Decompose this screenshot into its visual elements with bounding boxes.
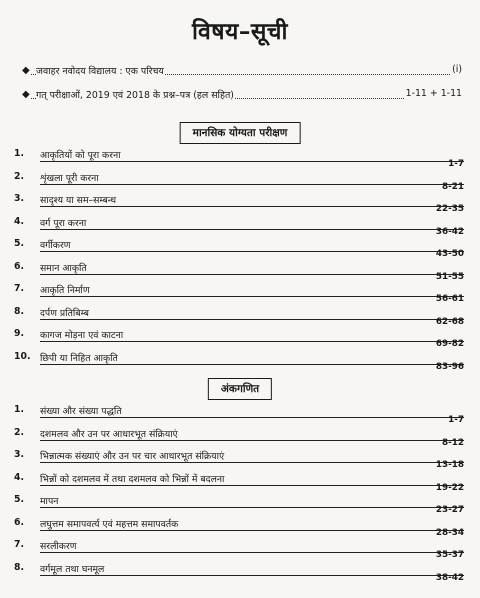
item-text: वर्गमूल तथा घनमूल [40,563,105,575]
intro-item-text: गत् परीक्षाओं, 2019 एवं 2018 के प्रश्न–पत्र (हल सहित) [36,90,234,101]
leader-line [40,507,464,508]
item-pages: 38-42 [435,572,464,583]
item-number: 4. [14,471,25,483]
item-text: दर्पण प्रतिबिम्ब [40,307,89,319]
section-list [14,148,464,373]
item-text: संख्या और संख्या पद्धति [40,406,122,417]
item-pages: 8-21 [441,181,464,192]
section-heading: मानसिक योग्यता परीक्षण [180,122,301,144]
leader-line [40,274,464,275]
page-title: विषय–सूची [192,18,288,45]
item-pages: 43-50 [435,249,464,259]
leader-line [40,251,464,252]
item-number: 1. [14,404,25,415]
leader-line [40,184,464,185]
intro-item [22,64,462,88]
item-text: वर्गीकरण [40,240,71,251]
item-pages: 13-18 [435,460,464,470]
item-text: वर्ग पूरा करना [40,217,87,229]
item-number: 2. [14,170,25,182]
item-text: छिपी या निहित आकृति [40,352,118,364]
item-number: 3. [14,449,25,460]
intro-item-pages: 1-11 + 1-11 [405,88,462,99]
item-pages: 22-35 [435,204,464,214]
item-number: 3. [14,193,25,204]
intro-item [22,88,462,112]
leader-line [40,296,464,297]
item-text: मापन [40,496,59,507]
section-heading: अंकगणित [208,378,272,400]
list-item [14,404,464,427]
item-number: 6. [14,260,25,272]
intro-list [22,64,462,112]
item-text: कागज मोड़ना एवं काटना [40,330,124,341]
item-pages: 36-42 [435,226,464,237]
leader-line [40,319,464,320]
leader-line [40,206,464,207]
item-pages: 51-55 [435,271,464,282]
item-number: 5. [14,238,25,249]
leader-line [40,575,464,576]
list-item [14,328,464,351]
list-item [14,306,464,329]
item-number: 7. [14,283,25,294]
item-pages: 8-12 [441,437,464,448]
item-number: 2. [14,426,25,438]
item-number: 8. [14,305,25,317]
item-text: सरलीकरण [40,541,77,552]
section-list [14,404,464,584]
leader-line [40,552,464,553]
item-text: सादृश्य या सम–सम्बन्ध [40,195,117,206]
list-item [14,494,464,517]
item-text: आकृतियों को पूरा करना [40,150,121,161]
item-pages: 1-7 [448,415,464,425]
item-pages: 83-96 [435,361,464,372]
list-item [14,449,464,472]
leader-line [40,161,464,162]
leader-line [40,229,464,230]
item-pages: 69-82 [435,339,464,349]
intro-item-text: जवाहर नवोदय विद्यालय : एक परिचय [36,66,164,77]
leader-line [40,530,464,531]
leader-line [40,341,464,342]
leader-line [40,462,464,463]
item-text: लघुत्तम समापवर्त्य एवं महत्तम समापवर्तक [40,518,179,530]
list-item [14,148,464,171]
list-item [14,562,464,585]
item-number: 4. [14,215,25,227]
item-text: भिन्नात्मक संख्याएं और उन पर चार आधारभूत संक्रियाएं [40,451,225,462]
item-pages: 23-27 [435,505,464,515]
item-pages: 62-68 [435,316,464,327]
list-item [14,517,464,540]
list-item [14,283,464,306]
item-pages: 1-7 [448,159,464,169]
item-text: समान आकृति [40,262,87,274]
list-item [14,171,464,194]
item-pages: 35-37 [435,550,464,560]
list-item [14,261,464,284]
item-number: 7. [14,539,25,550]
item-text: दशमलव और उन पर आधारभूत संक्रियाएं [40,428,178,440]
item-text: शृंखला पूरी करना [40,172,99,184]
item-number: 1. [14,148,25,159]
leader-line [40,417,464,418]
item-number: 9. [14,328,25,339]
item-text: आकृति निर्माण [40,285,90,296]
item-pages: 28-34 [435,527,464,538]
item-pages: 19-22 [435,482,464,493]
item-number: 5. [14,494,25,505]
list-item [14,427,464,450]
item-pages: 56-61 [435,294,464,304]
item-number: 8. [14,561,25,573]
list-item [14,472,464,495]
leader-line [40,440,464,441]
list-item [14,351,464,374]
list-item [14,193,464,216]
item-number: 6. [14,516,25,528]
bullet-icon: ◆ [22,89,30,100]
list-item [14,238,464,261]
item-text: भिन्नों को दशमलव में तथा दशमलव को भिन्नों में बदलना [40,473,225,485]
intro-item-pages: (i) [452,64,462,75]
leader-line [40,364,464,365]
leader-line [40,485,464,486]
list-item [14,539,464,562]
list-item [14,216,464,239]
item-number: 10. [14,350,31,362]
bullet-icon: ◆ [22,65,30,76]
